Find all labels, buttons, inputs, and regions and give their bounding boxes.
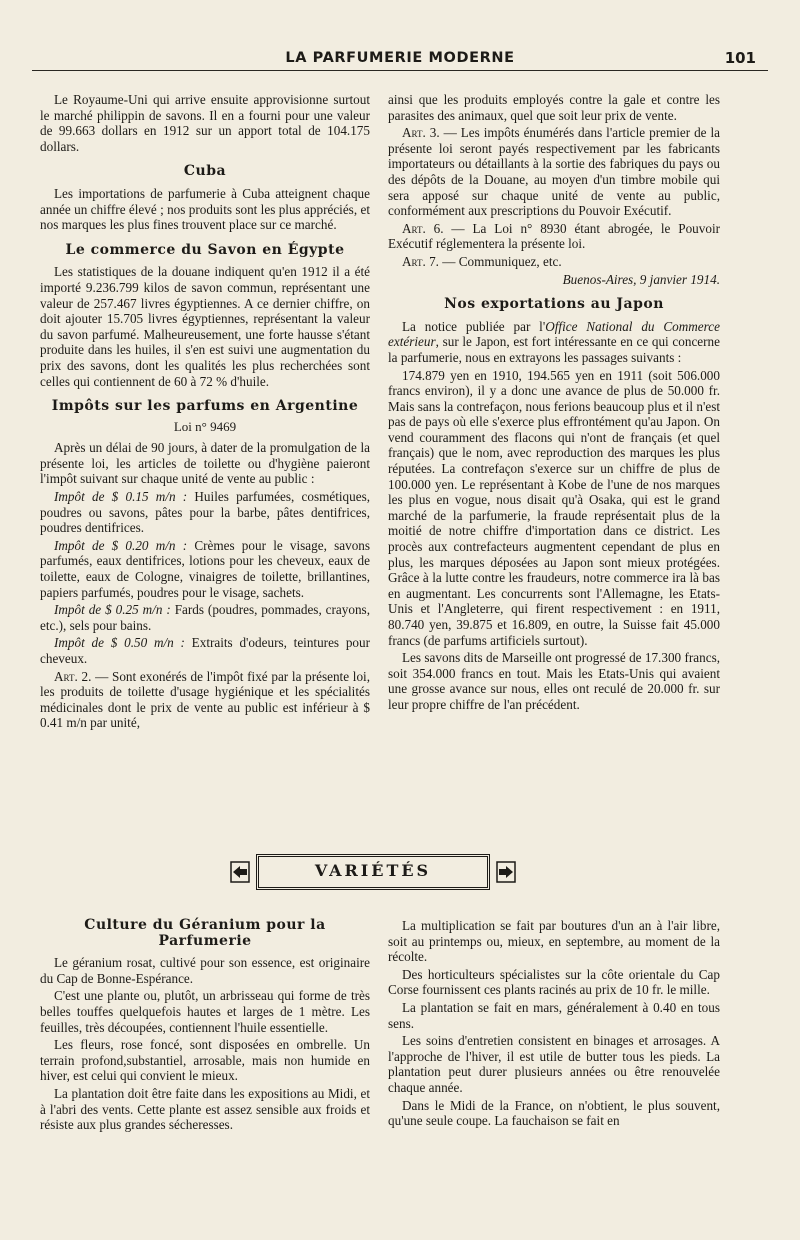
article-label: Art. 3. <box>402 125 440 141</box>
section-heading-egypt: Le commerce du Savon en Égypte <box>65 241 345 258</box>
page-number: 101 <box>724 49 756 67</box>
paragraph: Le géranium rosat, cultivé pour son essence, est originaire du Cap de Bonne-Espérance. <box>40 955 370 986</box>
column-left-bottom <box>40 918 370 1135</box>
article-text: — Les impôts énumérés dans l'article premier de la présente loi seront payés respectivement par les fabricants importateurs ou détaillants à la sortie des fabriques du pays ou des dépôts de la Douane, au moyen d'un timbre mobile qui sera apposé sur chaque unité de vente au public, conformément aux prescriptions du Pouvoir Exécutif. <box>388 125 720 219</box>
tax-label: Impôt de $ 0.25 m/n : <box>54 602 171 618</box>
column-right-top <box>388 92 720 715</box>
paragraph: Dans le Midi de la France, on n'obtient, le plus souvent, qu'une seule coupe. La fauchaison se fait en <box>388 1097 720 1129</box>
tax-label: Impôt de $ 0.50 m/n : <box>54 635 185 651</box>
paragraph: Le Royaume-Uni qui arrive ensuite approvisionne surtout le marché philippin de savons. Il en a fourni pour une valeur de 99.663 dollars en 1912 sur un apport total de 104.175 dollars. <box>40 92 370 154</box>
text-run: La notice publiée par l' <box>402 318 546 334</box>
section-heading-cuba: Cuba <box>183 163 227 180</box>
text-run-italic: Office National du Commerce extérieur <box>388 318 720 350</box>
tax-item <box>40 489 370 536</box>
tax-text: Crèmes pour le visage, savons parfumés, eaux dentifrices, lotions pour les cheveux, eaux de toilette, eaux de Cologne, vinaigres de toilette, brillantines, papiers parfumés, poudres pour le visage, sachets. <box>40 537 371 600</box>
tax-text: Extraits d'odeurs, teintures pour cheveux. <box>40 635 371 666</box>
article-text: — Sont exonérés de l'impôt fixé par la présente loi, les produits de toilette d'usage hygiénique et les spécialités médicinales dont le prix de vente au public est inférieur à $ 0.41 m/n par unité, <box>40 668 371 731</box>
article <box>40 669 370 731</box>
paragraph: C'est une plante ou, plutôt, un arbrisseau qui forme de très belles touffes quelquefois hautes et larges de 1 mètre. Les feuilles, très découpées, contiennent l'huile essentielle. <box>40 988 370 1035</box>
paragraph: Les fleurs, rose foncé, sont disposées en ombrelle. Un terrain profond,substantiel, arrosable, mais non humide en hiver, est celui qui convient le mieux. <box>40 1037 370 1084</box>
article-label: Art. 6. <box>402 220 444 236</box>
page-header <box>32 46 768 70</box>
journal-title: LA PARFUMERIE MODERNE <box>285 50 515 66</box>
paragraph: Après un délai de 90 jours, à dater de la promulgation de la présente loi, les articles de toilette ou d'hygiène paieront l'impôt suivant sur chaque unité de vente au public : <box>40 440 370 487</box>
article <box>388 125 720 219</box>
section-heading-geranium: Culture du Géranium pour la Parfumerie <box>84 917 326 949</box>
tax-label: Impôt de $ 0.20 m/n : <box>54 537 188 553</box>
article <box>388 221 720 252</box>
column-left-top <box>40 92 370 733</box>
paragraph: La plantation se fait en mars, généralement à 0.40 en tous sens. <box>388 999 720 1031</box>
article-text: — Communiquez, etc. <box>438 253 562 269</box>
paragraph <box>388 319 720 366</box>
paragraph: La plantation doit être faite dans les expositions au Midi, et à l'abri des vents. Cette plante est assez sensible aux froids et résiste aux plus grandes sécheresses. <box>40 1085 370 1133</box>
law-number: Loi n° 9469 <box>173 418 237 434</box>
tax-item <box>40 602 370 633</box>
section-banner <box>228 852 518 892</box>
article-label: Art. 7. <box>402 253 439 269</box>
article-text: — La Loi n° 8930 étant abrogée, le Pouvoir Exécutif réglementera la présente loi. <box>388 220 720 252</box>
column-right-bottom <box>388 918 720 1131</box>
paragraph: Les savons dits de Marseille ont progressé de 17.300 francs, soit 354.000 francs en tout. Mais les Etats-Unis qui avaient une grosse avance sur nous, elles ont reculé de 20.000 fr. sur leur propre chiffre de l'an précédent. <box>388 650 720 712</box>
tax-text: Fards (poudres, pommades, crayons, etc.), sels pour bains. <box>40 602 370 633</box>
tax-item <box>40 538 370 600</box>
tax-text: Huiles parfumées, cosmétiques, poudres ou savons, pâtes pour la barbe, pâtes dentifrices, poudres dentifrices. <box>40 489 370 536</box>
section-heading-argentina: Impôts sur les parfums en Argentine <box>51 398 359 415</box>
hand-ornament-icon <box>492 858 518 886</box>
section-heading-japan: Nos exportations au Japon <box>444 296 664 313</box>
paragraph: 174.879 yen en 1910, 194.565 yen en 1911 (soit 506.000 francs environ), il y a donc une avance de plus de 50.000 fr. Mais sans la contrefaçon, nous ferions beaucoup plus et il n'est pas de pays où elle s'exerce plus effrontément qu'au Japon. On vend couramment des flacons qui n'ont de français (et quel français) que le nom, avec reproduction des marques les plus réputées. La contrefaçon s'exerce sur un chiffre de plus de 100.000 yen. Le représentant à Kobe de l'une de nos marques les plus en vogue, nous disait qu'à Osaka, qui est le grand marché de la parfumerie, la fraude représentait plus de la moitié de notre chiffre d'importation dans ce district. Les procès aux contrefacteurs augmentent cependant de plus en plus, les marques déposées au Japon sont mieux protégées. Grâce à la lutte contre les fraudeurs, notre commerce ira là bas en augmentant. Les concurrents sont l'Allemagne, les Etats-Unis et l'Angleterre, qui firent respectivement : en 1911, 80.740 yen, 39.875 et 16.809, en outre, la Suisse fait 45.000 francs (de parfums artificiels surtout). <box>388 367 720 648</box>
signature-line: Buenos-Aires, 9 janvier 1914. <box>562 271 720 287</box>
text-run: , sur le Japon, est fort intéressante en ce qui concerne la parfumerie, nous en extrayons les passages suivants : <box>388 334 720 365</box>
tax-label: Impôt de $ 0.15 m/n : <box>54 489 188 505</box>
paragraph: Les importations de parfumerie à Cuba atteignent chaque année un chiffre élevé ; nos produits sont les plus appréciés, et nos marques les plus fines trouvent place sur ce marché. <box>40 185 370 233</box>
paragraph: Les soins d'entretien consistent en binages et arrosages. A l'approche de l'hiver, il est utile de butter tous les pieds. La plantation peut durer plusieurs années ou être renouvelée chaque année. <box>388 1033 720 1095</box>
paragraph: Des horticulteurs spécialistes sur la côte orientale du Cap Corse fournissent ces plants racinés au prix de 10 fr. le mille. <box>388 966 720 998</box>
header-rule <box>32 70 768 71</box>
article <box>388 254 720 270</box>
paragraph: ainsi que les produits employés contre la gale et contre les parasites des animaux, quel que soit leur prix de vente. <box>388 92 720 123</box>
article-label: Art. 2. <box>54 668 92 684</box>
paragraph: Les statistiques de la douane indiquent qu'en 1912 il a été importé 9.236.799 kilos de savon commun, représentant une valeur de 257.467 livres égyptiennes. A ce dernier chiffre, on doit ajouter 15.705 livres égyptiennes, représentant la valeur du savon parfumé. Malheureusement, une forte hausse s'étant produite dans les huiles, il s'en est suivi une augmentation du prix des savons, dont les qualités les plus recherchées sont celles qui contiennent de 60 à 72 % d'huile. <box>40 264 370 389</box>
paragraph: La multiplication se fait par boutures d'un an à l'air libre, soit au printemps ou, mieux, en septembre, au moment de la récolte. <box>388 918 720 965</box>
tax-item <box>40 635 370 666</box>
banner-title: VARIÉTÉS <box>314 861 432 880</box>
